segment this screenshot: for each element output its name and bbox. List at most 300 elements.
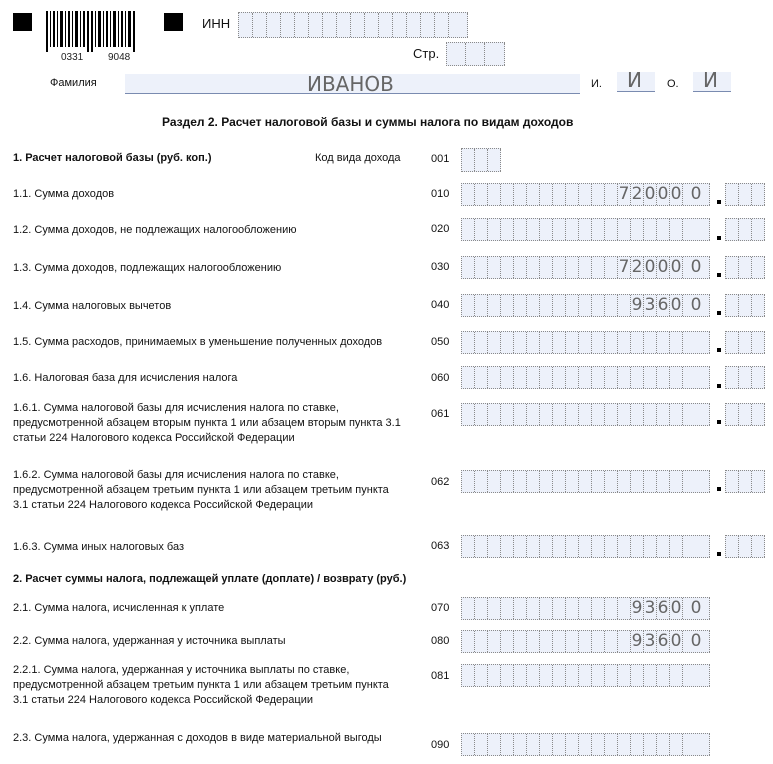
digit-cell[interactable] [618,536,631,557]
digit-cell[interactable] [488,257,501,278]
digit-cell[interactable] [475,631,488,652]
digit-cell[interactable] [739,332,752,353]
digit-cell[interactable] [605,734,618,755]
digit-cell[interactable] [657,471,670,492]
digit-cell[interactable] [501,184,514,205]
digit-cell[interactable] [579,404,592,425]
digit-cell[interactable] [618,219,631,240]
digit-cell[interactable]: 0 [670,295,682,315]
digit-cell[interactable] [379,13,393,37]
digit-cell[interactable] [462,631,475,652]
amount-rubles-020[interactable] [461,218,710,241]
digit-cell[interactable] [475,598,488,619]
digit-cell[interactable] [644,471,657,492]
amount-kopecks-060[interactable] [725,366,765,389]
amount-kopecks-040[interactable] [725,294,765,317]
digit-cell[interactable] [566,332,579,353]
digit-cell[interactable] [393,13,407,37]
digit-cell[interactable] [514,184,527,205]
amount-rubles-050[interactable] [461,331,710,354]
digit-cell[interactable] [540,332,553,353]
digit-cell[interactable] [739,367,752,388]
digit-cell[interactable]: 0 [683,257,710,278]
digit-cell[interactable] [239,13,253,37]
digit-cell[interactable] [462,257,475,278]
digit-cell[interactable] [605,404,618,425]
digit-cell[interactable] [739,536,752,557]
digit-cell[interactable] [462,536,475,557]
digit-cell[interactable] [605,471,618,492]
digit-cell[interactable] [514,536,527,557]
digit-cell[interactable] [553,536,566,557]
digit-cell[interactable] [579,598,592,619]
tax-amount-070[interactable] [461,597,710,620]
digit-cell[interactable] [644,404,657,425]
digit-cell[interactable] [618,295,631,316]
digit-cell[interactable] [631,471,644,492]
digit-cell[interactable] [501,665,514,686]
digit-cell[interactable] [670,665,683,686]
digit-cell[interactable] [527,598,540,619]
digit-cell[interactable] [553,734,566,755]
digit-cell[interactable] [618,665,631,686]
digit-cell[interactable] [566,471,579,492]
digit-cell[interactable] [592,219,605,240]
digit-cell[interactable] [527,219,540,240]
digit-cell[interactable] [462,404,475,425]
digit-cell[interactable] [501,257,514,278]
digit-cell[interactable]: 0 [683,598,710,619]
digit-cell[interactable] [475,367,488,388]
digit-cell[interactable]: 3 [644,295,656,315]
digit-cell[interactable] [540,598,553,619]
digit-cell[interactable] [540,295,553,316]
digit-cell[interactable] [726,184,739,205]
digit-cell[interactable] [462,184,475,205]
digit-cell[interactable] [488,734,501,755]
amount-kopecks-062[interactable] [725,470,765,493]
income-code-field[interactable] [461,148,501,172]
digit-cell[interactable] [527,257,540,278]
digit-cell[interactable] [488,404,501,425]
digit-cell[interactable] [466,43,485,65]
digit-cell[interactable] [553,332,566,353]
digit-cell[interactable] [683,404,710,425]
amount-rubles-040[interactable] [461,294,710,317]
digit-cell[interactable] [592,295,605,316]
digit-cell[interactable] [527,536,540,557]
digit-cell[interactable] [752,184,765,205]
digit-cell[interactable] [488,598,501,619]
digit-cell[interactable] [527,332,540,353]
digit-cell[interactable] [631,536,644,557]
digit-cell[interactable] [739,257,752,278]
digit-cell[interactable] [657,219,670,240]
digit-cell[interactable] [501,631,514,652]
digit-cell[interactable] [592,598,605,619]
digit-cell[interactable] [553,404,566,425]
digit-cell[interactable] [501,471,514,492]
digit-cell[interactable] [618,404,631,425]
digit-cell[interactable] [644,665,657,686]
digit-cell[interactable]: 9 [631,631,643,651]
inn-field[interactable] [238,12,468,38]
digit-cell[interactable] [618,471,631,492]
digit-cell[interactable] [514,367,527,388]
digit-cell[interactable] [475,295,488,316]
digit-cell[interactable] [514,219,527,240]
digit-cell[interactable] [631,734,644,755]
digit-cell[interactable] [670,219,683,240]
digit-cell[interactable] [337,13,351,37]
digit-cell[interactable] [540,631,553,652]
digit-cell[interactable] [488,332,501,353]
digit-cell[interactable] [540,367,553,388]
digit-cell[interactable] [527,184,540,205]
digit-cell[interactable] [605,598,618,619]
digit-cell[interactable]: 0 [657,184,669,204]
digit-cell[interactable]: 7 [618,184,630,204]
digit-cell[interactable] [475,536,488,557]
digit-cell[interactable] [566,404,579,425]
digit-cell[interactable] [475,184,488,205]
digit-cell[interactable] [514,734,527,755]
digit-cell[interactable] [501,332,514,353]
digit-cell[interactable]: 6 [657,598,669,618]
amount-rubles-062[interactable] [461,470,710,493]
digit-cell[interactable] [670,332,683,353]
digit-cell[interactable] [475,665,488,686]
digit-cell[interactable] [657,536,670,557]
digit-cell[interactable] [553,631,566,652]
amount-kopecks-020[interactable] [725,218,765,241]
digit-cell[interactable] [514,598,527,619]
digit-cell[interactable] [618,734,631,755]
digit-cell[interactable] [657,665,670,686]
digit-cell[interactable]: 0 [670,184,682,204]
digit-cell[interactable] [683,734,710,755]
digit-cell[interactable] [514,631,527,652]
digit-cell[interactable] [540,184,553,205]
digit-cell[interactable] [540,536,553,557]
digit-cell[interactable] [644,734,657,755]
digit-cell[interactable] [488,184,501,205]
digit-cell[interactable]: 2 [631,257,643,277]
digit-cell[interactable] [527,631,540,652]
digit-cell[interactable] [605,665,618,686]
digit-cell[interactable] [488,149,501,171]
digit-cell[interactable] [488,631,501,652]
amount-rubles-061[interactable] [461,403,710,426]
digit-cell[interactable] [488,219,501,240]
digit-cell[interactable] [462,332,475,353]
digit-cell[interactable] [566,367,579,388]
amount-rubles-063[interactable] [461,535,710,558]
digit-cell[interactable] [462,149,475,171]
digit-cell[interactable] [553,184,566,205]
digit-cell[interactable]: 0 [670,257,682,277]
amount-kopecks-063[interactable] [725,535,765,558]
digit-cell[interactable] [739,219,752,240]
digit-cell[interactable] [553,219,566,240]
digit-cell[interactable]: 0 [657,257,669,277]
digit-cell[interactable] [605,631,618,652]
digit-cell[interactable] [752,257,765,278]
digit-cell[interactable] [527,295,540,316]
digit-cell[interactable] [618,598,631,619]
digit-cell[interactable] [501,367,514,388]
digit-cell[interactable] [592,257,605,278]
digit-cell[interactable] [605,367,618,388]
digit-cell[interactable] [605,184,618,205]
digit-cell[interactable] [726,257,739,278]
digit-cell[interactable] [501,734,514,755]
digit-cell[interactable] [605,257,618,278]
digit-cell[interactable] [592,471,605,492]
digit-cell[interactable] [579,295,592,316]
digit-cell[interactable] [657,367,670,388]
digit-cell[interactable] [605,219,618,240]
digit-cell[interactable] [281,13,295,37]
digit-cell[interactable] [475,734,488,755]
digit-cell[interactable] [475,332,488,353]
digit-cell[interactable] [475,149,488,171]
digit-cell[interactable] [553,367,566,388]
digit-cell[interactable] [323,13,337,37]
digit-cell[interactable] [657,332,670,353]
digit-cell[interactable] [351,13,365,37]
digit-cell[interactable] [683,665,710,686]
amount-kopecks-030[interactable] [725,256,765,279]
page-number-field[interactable] [446,42,505,66]
amount-rubles-060[interactable] [461,366,710,389]
digit-cell[interactable] [752,219,765,240]
digit-cell[interactable]: 9 [631,295,643,315]
digit-cell[interactable] [553,471,566,492]
digit-cell[interactable] [726,332,739,353]
digit-cell[interactable] [739,184,752,205]
digit-cell[interactable] [644,219,657,240]
digit-cell[interactable] [605,332,618,353]
digit-cell[interactable] [579,734,592,755]
digit-cell[interactable] [739,295,752,316]
digit-cell[interactable] [579,257,592,278]
digit-cell[interactable] [631,219,644,240]
digit-cell[interactable] [644,332,657,353]
digit-cell[interactable] [514,665,527,686]
digit-cell[interactable] [462,219,475,240]
digit-cell[interactable]: 0 [683,184,710,205]
digit-cell[interactable]: 0 [683,631,710,652]
digit-cell[interactable] [683,367,710,388]
digit-cell[interactable] [752,332,765,353]
digit-cell[interactable]: 0 [683,295,710,316]
digit-cell[interactable] [683,332,710,353]
digit-cell[interactable]: 7 [618,257,630,277]
digit-cell[interactable] [657,734,670,755]
digit-cell[interactable] [579,631,592,652]
digit-cell[interactable] [566,734,579,755]
digit-cell[interactable]: 6 [657,631,669,651]
digit-cell[interactable] [421,13,435,37]
digit-cell[interactable] [752,471,765,492]
digit-cell[interactable]: 0 [644,184,656,204]
digit-cell[interactable] [631,367,644,388]
digit-cell[interactable]: 9 [631,598,643,618]
digit-cell[interactable] [462,598,475,619]
digit-cell[interactable] [592,367,605,388]
digit-cell[interactable] [592,631,605,652]
digit-cell[interactable] [540,471,553,492]
amount-kopecks-050[interactable] [725,331,765,354]
digit-cell[interactable] [501,295,514,316]
digit-cell[interactable] [527,734,540,755]
digit-cell[interactable] [618,332,631,353]
digit-cell[interactable] [553,598,566,619]
digit-cell[interactable] [540,734,553,755]
digit-cell[interactable] [592,536,605,557]
digit-cell[interactable] [553,257,566,278]
digit-cell[interactable] [488,295,501,316]
digit-cell[interactable] [485,43,505,65]
digit-cell[interactable] [752,404,765,425]
digit-cell[interactable] [527,471,540,492]
digit-cell[interactable]: 2 [631,184,643,204]
digit-cell[interactable] [670,471,683,492]
digit-cell[interactable] [566,295,579,316]
digit-cell[interactable] [365,13,379,37]
digit-cell[interactable]: 0 [670,631,682,651]
digit-cell[interactable] [670,404,683,425]
digit-cell[interactable] [267,13,281,37]
digit-cell[interactable] [605,536,618,557]
digit-cell[interactable]: 3 [644,598,656,618]
digit-cell[interactable] [566,219,579,240]
digit-cell[interactable] [752,536,765,557]
digit-cell[interactable] [514,295,527,316]
digit-cell[interactable]: 0 [670,598,682,618]
digit-cell[interactable] [631,404,644,425]
digit-cell[interactable] [631,665,644,686]
digit-cell[interactable] [553,665,566,686]
digit-cell[interactable] [501,219,514,240]
digit-cell[interactable] [752,295,765,316]
digit-cell[interactable] [540,257,553,278]
digit-cell[interactable] [501,536,514,557]
digit-cell[interactable] [540,219,553,240]
digit-cell[interactable] [309,13,323,37]
digit-cell[interactable] [488,665,501,686]
digit-cell[interactable] [579,536,592,557]
digit-cell[interactable] [592,665,605,686]
digit-cell[interactable] [618,367,631,388]
digit-cell[interactable] [462,367,475,388]
digit-cell[interactable] [579,219,592,240]
digit-cell[interactable] [462,665,475,686]
digit-cell[interactable] [566,598,579,619]
digit-cell[interactable] [475,404,488,425]
digit-cell[interactable] [462,734,475,755]
digit-cell[interactable] [739,471,752,492]
digit-cell[interactable] [657,404,670,425]
digit-cell[interactable] [579,332,592,353]
digit-cell[interactable] [579,471,592,492]
digit-cell[interactable] [670,367,683,388]
digit-cell[interactable] [592,404,605,425]
digit-cell[interactable] [566,631,579,652]
digit-cell[interactable] [501,598,514,619]
digit-cell[interactable] [726,404,739,425]
digit-cell[interactable] [488,367,501,388]
digit-cell[interactable] [683,471,710,492]
digit-cell[interactable] [527,367,540,388]
digit-cell[interactable] [683,219,710,240]
digit-cell[interactable] [752,367,765,388]
digit-cell[interactable] [631,332,644,353]
digit-cell[interactable] [527,665,540,686]
digit-cell[interactable] [726,471,739,492]
digit-cell[interactable] [644,536,657,557]
digit-cell[interactable] [739,404,752,425]
amount-rubles-010[interactable] [461,183,710,206]
tax-amount-090[interactable] [461,733,710,756]
digit-cell[interactable] [514,332,527,353]
digit-cell[interactable] [553,295,566,316]
digit-cell[interactable] [449,13,468,37]
digit-cell[interactable] [566,665,579,686]
digit-cell[interactable] [488,536,501,557]
digit-cell[interactable] [592,734,605,755]
digit-cell[interactable]: 6 [657,295,669,315]
digit-cell[interactable] [670,734,683,755]
tax-amount-080[interactable] [461,630,710,653]
digit-cell[interactable] [475,471,488,492]
digit-cell[interactable] [726,219,739,240]
digit-cell[interactable]: 3 [644,631,656,651]
digit-cell[interactable] [726,367,739,388]
digit-cell[interactable] [407,13,421,37]
amount-kopecks-061[interactable] [725,403,765,426]
digit-cell[interactable] [253,13,267,37]
digit-cell[interactable] [579,184,592,205]
digit-cell[interactable] [670,536,683,557]
digit-cell[interactable] [488,471,501,492]
digit-cell[interactable] [514,471,527,492]
digit-cell[interactable]: 0 [644,257,656,277]
digit-cell[interactable] [447,43,466,65]
digit-cell[interactable] [579,665,592,686]
digit-cell[interactable] [462,295,475,316]
digit-cell[interactable] [514,257,527,278]
digit-cell[interactable] [644,367,657,388]
digit-cell[interactable] [475,219,488,240]
tax-amount-081[interactable] [461,664,710,687]
digit-cell[interactable] [566,184,579,205]
amount-rubles-030[interactable] [461,256,710,279]
digit-cell[interactable] [592,332,605,353]
digit-cell[interactable] [501,404,514,425]
digit-cell[interactable] [618,631,631,652]
digit-cell[interactable] [462,471,475,492]
digit-cell[interactable] [435,13,449,37]
digit-cell[interactable] [579,367,592,388]
digit-cell[interactable] [683,536,710,557]
digit-cell[interactable] [295,13,309,37]
digit-cell[interactable] [726,295,739,316]
digit-cell[interactable] [592,184,605,205]
amount-kopecks-010[interactable] [725,183,765,206]
digit-cell[interactable] [540,404,553,425]
